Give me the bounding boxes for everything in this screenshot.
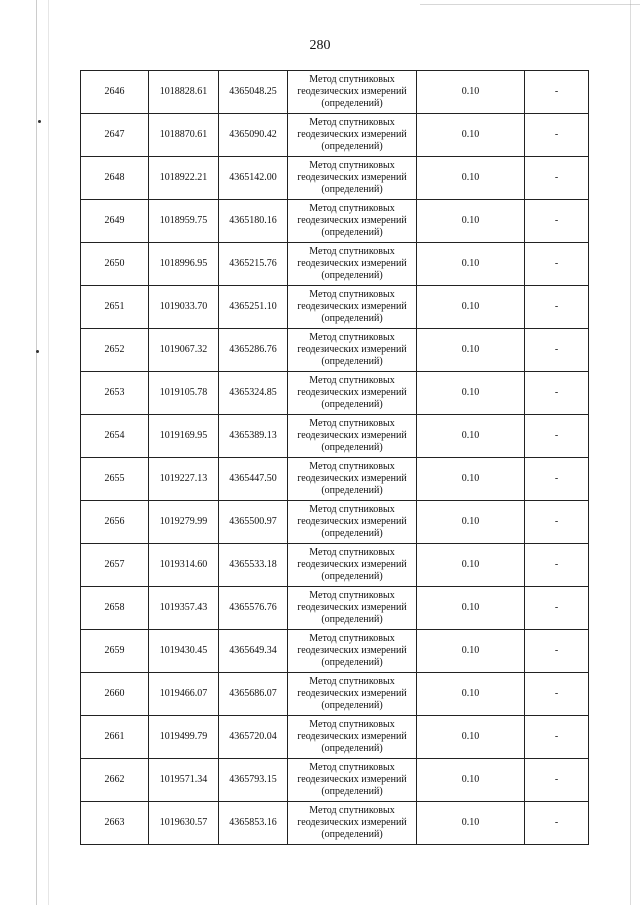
x-coordinate-cell: 1018996.95 bbox=[149, 243, 219, 286]
y-coordinate-cell: 4365180.16 bbox=[219, 200, 288, 243]
x-coordinate-cell: 1018922.21 bbox=[149, 157, 219, 200]
x-coordinate-cell: 1019571.34 bbox=[149, 759, 219, 802]
accuracy-cell: 0.10 bbox=[417, 802, 525, 845]
point-number-cell: 2651 bbox=[81, 286, 149, 329]
table-row bbox=[81, 716, 589, 759]
accuracy-cell: 0.10 bbox=[417, 286, 525, 329]
method-line: геодезических измерений bbox=[297, 731, 407, 742]
y-coordinate-cell: 4365686.07 bbox=[219, 673, 288, 716]
note-cell: - bbox=[525, 200, 589, 243]
method-cell bbox=[288, 716, 417, 759]
method-cell bbox=[288, 759, 417, 802]
method-cell bbox=[288, 372, 417, 415]
point-number-cell: 2662 bbox=[81, 759, 149, 802]
method-line: (определений) bbox=[321, 356, 383, 367]
note-cell: - bbox=[525, 630, 589, 673]
method-line: Метод спутниковых bbox=[309, 375, 395, 386]
table-row bbox=[81, 200, 589, 243]
table-row bbox=[81, 372, 589, 415]
method-cell bbox=[288, 157, 417, 200]
note-cell: - bbox=[525, 415, 589, 458]
page-number: 280 bbox=[309, 38, 331, 53]
method-cell bbox=[288, 630, 417, 673]
y-coordinate-cell: 4365447.50 bbox=[219, 458, 288, 501]
accuracy-cell: 0.10 bbox=[417, 114, 525, 157]
table-row bbox=[81, 673, 589, 716]
point-number-cell: 2659 bbox=[81, 630, 149, 673]
table-row bbox=[81, 759, 589, 802]
method-cell bbox=[288, 415, 417, 458]
x-coordinate-cell: 1019314.60 bbox=[149, 544, 219, 587]
point-number-cell: 2661 bbox=[81, 716, 149, 759]
table-row bbox=[81, 71, 589, 114]
x-coordinate-cell: 1018870.61 bbox=[149, 114, 219, 157]
point-number-cell: 2652 bbox=[81, 329, 149, 372]
method-line: (определений) bbox=[321, 528, 383, 539]
method-cell bbox=[288, 286, 417, 329]
note-cell: - bbox=[525, 587, 589, 630]
accuracy-cell: 0.10 bbox=[417, 587, 525, 630]
note-cell: - bbox=[525, 157, 589, 200]
method-line: Метод спутниковых bbox=[309, 676, 395, 687]
point-number-cell: 2655 bbox=[81, 458, 149, 501]
y-coordinate-cell: 4365251.10 bbox=[219, 286, 288, 329]
method-line: Метод спутниковых bbox=[309, 246, 395, 257]
x-coordinate-cell: 1019067.32 bbox=[149, 329, 219, 372]
accuracy-cell: 0.10 bbox=[417, 200, 525, 243]
note-cell: - bbox=[525, 329, 589, 372]
method-line: (определений) bbox=[321, 571, 383, 582]
y-coordinate-cell: 4365389.13 bbox=[219, 415, 288, 458]
accuracy-cell: 0.10 bbox=[417, 501, 525, 544]
method-cell bbox=[288, 71, 417, 114]
x-coordinate-cell: 1019430.45 bbox=[149, 630, 219, 673]
x-coordinate-cell: 1019357.43 bbox=[149, 587, 219, 630]
table-row bbox=[81, 458, 589, 501]
method-line: Метод спутниковых bbox=[309, 289, 395, 300]
method-line: (определений) bbox=[321, 227, 383, 238]
table-row bbox=[81, 501, 589, 544]
method-line: Метод спутниковых bbox=[309, 332, 395, 343]
method-line: (определений) bbox=[321, 786, 383, 797]
method-line: геодезических измерений bbox=[297, 817, 407, 828]
table-row bbox=[81, 415, 589, 458]
scan-top-line bbox=[420, 4, 640, 5]
point-number-cell: 2648 bbox=[81, 157, 149, 200]
table-row bbox=[81, 329, 589, 372]
method-line: Метод спутниковых bbox=[309, 590, 395, 601]
accuracy-cell: 0.10 bbox=[417, 759, 525, 802]
x-coordinate-cell: 1019227.13 bbox=[149, 458, 219, 501]
method-line: Метод спутниковых bbox=[309, 203, 395, 214]
note-cell: - bbox=[525, 458, 589, 501]
x-coordinate-cell: 1019466.07 bbox=[149, 673, 219, 716]
method-line: (определений) bbox=[321, 657, 383, 668]
y-coordinate-cell: 4365793.15 bbox=[219, 759, 288, 802]
point-number-cell: 2658 bbox=[81, 587, 149, 630]
method-line: Метод спутниковых bbox=[309, 633, 395, 644]
method-cell bbox=[288, 587, 417, 630]
method-line: геодезических измерений bbox=[297, 86, 407, 97]
method-line: (определений) bbox=[321, 184, 383, 195]
coordinates-table-wrap bbox=[80, 70, 589, 845]
method-line: геодезических измерений bbox=[297, 258, 407, 269]
table-row bbox=[81, 114, 589, 157]
method-cell bbox=[288, 501, 417, 544]
method-line: Метод спутниковых bbox=[309, 805, 395, 816]
point-number-cell: 2660 bbox=[81, 673, 149, 716]
x-coordinate-cell: 1019169.95 bbox=[149, 415, 219, 458]
point-number-cell: 2649 bbox=[81, 200, 149, 243]
y-coordinate-cell: 4365324.85 bbox=[219, 372, 288, 415]
method-line: (определений) bbox=[321, 270, 383, 281]
method-cell bbox=[288, 802, 417, 845]
note-cell: - bbox=[525, 673, 589, 716]
point-number-cell: 2656 bbox=[81, 501, 149, 544]
y-coordinate-cell: 4365142.00 bbox=[219, 157, 288, 200]
method-line: геодезических измерений bbox=[297, 430, 407, 441]
note-cell: - bbox=[525, 716, 589, 759]
x-coordinate-cell: 1019630.57 bbox=[149, 802, 219, 845]
accuracy-cell: 0.10 bbox=[417, 458, 525, 501]
note-cell: - bbox=[525, 802, 589, 845]
method-line: (определений) bbox=[321, 313, 383, 324]
method-line: геодезических измерений bbox=[297, 344, 407, 355]
note-cell: - bbox=[525, 501, 589, 544]
y-coordinate-cell: 4365649.34 bbox=[219, 630, 288, 673]
coordinates-table bbox=[80, 70, 589, 845]
accuracy-cell: 0.10 bbox=[417, 157, 525, 200]
accuracy-cell: 0.10 bbox=[417, 415, 525, 458]
note-cell: - bbox=[525, 114, 589, 157]
y-coordinate-cell: 4365048.25 bbox=[219, 71, 288, 114]
table-row bbox=[81, 802, 589, 845]
method-cell bbox=[288, 673, 417, 716]
note-cell: - bbox=[525, 372, 589, 415]
method-line: (определений) bbox=[321, 829, 383, 840]
method-cell bbox=[288, 544, 417, 587]
y-coordinate-cell: 4365500.97 bbox=[219, 501, 288, 544]
method-line: геодезических измерений bbox=[297, 387, 407, 398]
method-line: (определений) bbox=[321, 98, 383, 109]
method-cell bbox=[288, 200, 417, 243]
method-line: Метод спутниковых bbox=[309, 461, 395, 472]
x-coordinate-cell: 1018959.75 bbox=[149, 200, 219, 243]
method-line: геодезических измерений bbox=[297, 645, 407, 656]
method-cell bbox=[288, 458, 417, 501]
point-number-cell: 2650 bbox=[81, 243, 149, 286]
note-cell: - bbox=[525, 759, 589, 802]
note-cell: - bbox=[525, 544, 589, 587]
method-line: геодезических измерений bbox=[297, 688, 407, 699]
method-line: (определений) bbox=[321, 614, 383, 625]
y-coordinate-cell: 4365720.04 bbox=[219, 716, 288, 759]
method-line: (определений) bbox=[321, 485, 383, 496]
method-line: геодезических измерений bbox=[297, 473, 407, 484]
method-line: геодезических измерений bbox=[297, 559, 407, 570]
accuracy-cell: 0.10 bbox=[417, 71, 525, 114]
note-cell: - bbox=[525, 243, 589, 286]
method-line: геодезических измерений bbox=[297, 516, 407, 527]
method-line: геодезических измерений bbox=[297, 172, 407, 183]
method-line: Метод спутниковых bbox=[309, 117, 395, 128]
y-coordinate-cell: 4365576.76 bbox=[219, 587, 288, 630]
method-line: (определений) bbox=[321, 442, 383, 453]
method-line: Метод спутниковых bbox=[309, 418, 395, 429]
method-line: геодезических измерений bbox=[297, 215, 407, 226]
point-number-cell: 2646 bbox=[81, 71, 149, 114]
point-number-cell: 2653 bbox=[81, 372, 149, 415]
x-coordinate-cell: 1019499.79 bbox=[149, 716, 219, 759]
y-coordinate-cell: 4365286.76 bbox=[219, 329, 288, 372]
x-coordinate-cell: 1018828.61 bbox=[149, 71, 219, 114]
scan-speck bbox=[36, 350, 39, 353]
table-row bbox=[81, 587, 589, 630]
y-coordinate-cell: 4365533.18 bbox=[219, 544, 288, 587]
method-line: (определений) bbox=[321, 399, 383, 410]
table-row bbox=[81, 243, 589, 286]
method-line: Метод спутниковых bbox=[309, 160, 395, 171]
accuracy-cell: 0.10 bbox=[417, 372, 525, 415]
point-number-cell: 2657 bbox=[81, 544, 149, 587]
point-number-cell: 2647 bbox=[81, 114, 149, 157]
method-cell bbox=[288, 329, 417, 372]
method-line: Метод спутниковых bbox=[309, 547, 395, 558]
y-coordinate-cell: 4365090.42 bbox=[219, 114, 288, 157]
accuracy-cell: 0.10 bbox=[417, 673, 525, 716]
accuracy-cell: 0.10 bbox=[417, 243, 525, 286]
table-row bbox=[81, 157, 589, 200]
method-line: (определений) bbox=[321, 141, 383, 152]
note-cell: - bbox=[525, 71, 589, 114]
table-row bbox=[81, 630, 589, 673]
y-coordinate-cell: 4365215.76 bbox=[219, 243, 288, 286]
point-number-cell: 2654 bbox=[81, 415, 149, 458]
point-number-cell: 2663 bbox=[81, 802, 149, 845]
accuracy-cell: 0.10 bbox=[417, 329, 525, 372]
method-line: геодезических измерений bbox=[297, 774, 407, 785]
scan-speck bbox=[38, 120, 41, 123]
note-cell: - bbox=[525, 286, 589, 329]
method-line: геодезических измерений bbox=[297, 602, 407, 613]
scan-margin-line-left-2 bbox=[48, 0, 49, 905]
method-cell bbox=[288, 114, 417, 157]
scan-margin-line-right bbox=[630, 0, 631, 905]
accuracy-cell: 0.10 bbox=[417, 630, 525, 673]
x-coordinate-cell: 1019033.70 bbox=[149, 286, 219, 329]
x-coordinate-cell: 1019105.78 bbox=[149, 372, 219, 415]
method-line: геодезических измерений bbox=[297, 129, 407, 140]
table-row bbox=[81, 286, 589, 329]
y-coordinate-cell: 4365853.16 bbox=[219, 802, 288, 845]
accuracy-cell: 0.10 bbox=[417, 716, 525, 759]
x-coordinate-cell: 1019279.99 bbox=[149, 501, 219, 544]
accuracy-cell: 0.10 bbox=[417, 544, 525, 587]
method-line: Метод спутниковых bbox=[309, 74, 395, 85]
table-row bbox=[81, 544, 589, 587]
method-line: (определений) bbox=[321, 743, 383, 754]
method-line: Метод спутниковых bbox=[309, 504, 395, 515]
method-line: (определений) bbox=[321, 700, 383, 711]
method-cell bbox=[288, 243, 417, 286]
method-line: Метод спутниковых bbox=[309, 719, 395, 730]
scan-margin-line-left bbox=[36, 0, 37, 905]
method-line: геодезических измерений bbox=[297, 301, 407, 312]
method-line: Метод спутниковых bbox=[309, 762, 395, 773]
table-body bbox=[81, 71, 589, 845]
